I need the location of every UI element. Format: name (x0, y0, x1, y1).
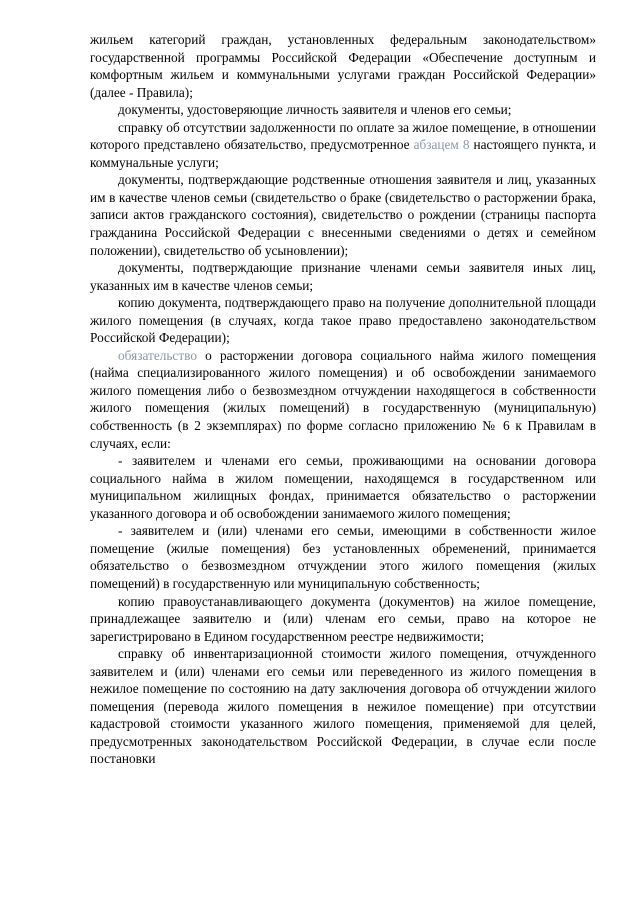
paragraph (90, 101, 596, 119)
paragraph (90, 119, 596, 172)
paragraph-text: настоящего пункта, и коммунальные услуги; (90, 137, 596, 170)
document-page (90, 31, 596, 768)
paragraph-text: жильем категорий граждан, установленных федеральным законодательством» государственной программы Российской Федерации «Обеспечение доступным и комфортным жильем и коммунальными услугами граждан Российской Федерации» (далее - Правила); (90, 32, 596, 100)
paragraph (90, 347, 596, 452)
paragraph-text: документы, подтверждающие признание членами семьи заявителя иных лиц, указанных им в качестве членов семьи; (90, 260, 596, 293)
paragraph-text: копию правоустанавливающего документа (документов) на жилое помещение, принадлежащее заявителю и (или) членам его семьи, право на которое не зарегистрировано в Едином государственном реестре недвижимости; (90, 593, 596, 644)
paragraph (90, 452, 596, 522)
paragraph (90, 645, 596, 768)
paragraph (90, 259, 596, 294)
paragraph-text: справку об отсутствии задолженности по оплате за жилое помещение, в отношении которого представлено обязательство, предусмотренное (90, 119, 596, 153)
paragraph (90, 171, 596, 259)
paragraph-text: справку об инвентаризационной стоимости жилого помещения, отчужденного заявителем и (или) членами его семьи или переведенного из жилого помещения в нежилое помещение по состоянию на дату заключения договора об отчуждении жилого помещения (перевода жилого помещения в нежилое помещение) при отсутствии кадастровой стоимости указанного жилого помещения, применяемой для целей, предусмотренных законодательством Российской Федерации, в случае если после постановки (90, 646, 596, 767)
reference-link[interactable]: абзацем 8 (413, 137, 470, 153)
paragraph-text: документы, подтверждающие родственные отношения заявителя и лиц, указанных им в качестве членов семьи (свидетельство о браке (свидетельство о расторжении брака, записи актов гражданского состояния), свидетельство о рождении (страницы паспорта гражданина Российской Федерации с внесенными сведениями о детях и семейном положении), свидетельство об усыновлении); (90, 172, 596, 258)
paragraph (90, 593, 596, 646)
paragraph-text: - заявителем и членами его семьи, проживающими на основании договора социального найма в жилом помещении, находящемся в государственном или муниципальном жилищных фондах, принимается обязательство о расторжении указанного договора и об освобождении занимаемого жилого помещения; (90, 453, 596, 521)
paragraph-text: документы, удостоверяющие личность заявителя и членов его семьи; (118, 102, 512, 118)
reference-link[interactable]: обязательство (118, 347, 197, 363)
paragraph (90, 294, 596, 347)
paragraph (90, 522, 596, 592)
paragraph (90, 31, 596, 101)
paragraph-text: - заявителем и (или) членами его семьи, имеющими в собственности жилое помещение (жилые помещения) без установленных обременений, принимается обязательство о безвозмездном отчуждении этого жилого помещения (жилых помещений) в государственную или муниципальную собственность; (90, 523, 596, 591)
paragraph-text: копию документа, подтверждающего право на получение дополнительной площади жилого помещения (в случаях, когда такое право предоставлено законодательством Российской Федерации); (90, 295, 596, 346)
paragraph-text: о расторжении договора социального найма жилого помещения (найма специализированного жилого помещения) и об освобождении занимаемого жилого помещения либо о безвозмездном отчуждении находящегося в собственности жилого помещения (жилых помещений) в государственную (муниципальную) собственность (в 2 экземплярах) по форме согласно приложению № 6 к Правилам в случаях, если: (90, 347, 596, 451)
